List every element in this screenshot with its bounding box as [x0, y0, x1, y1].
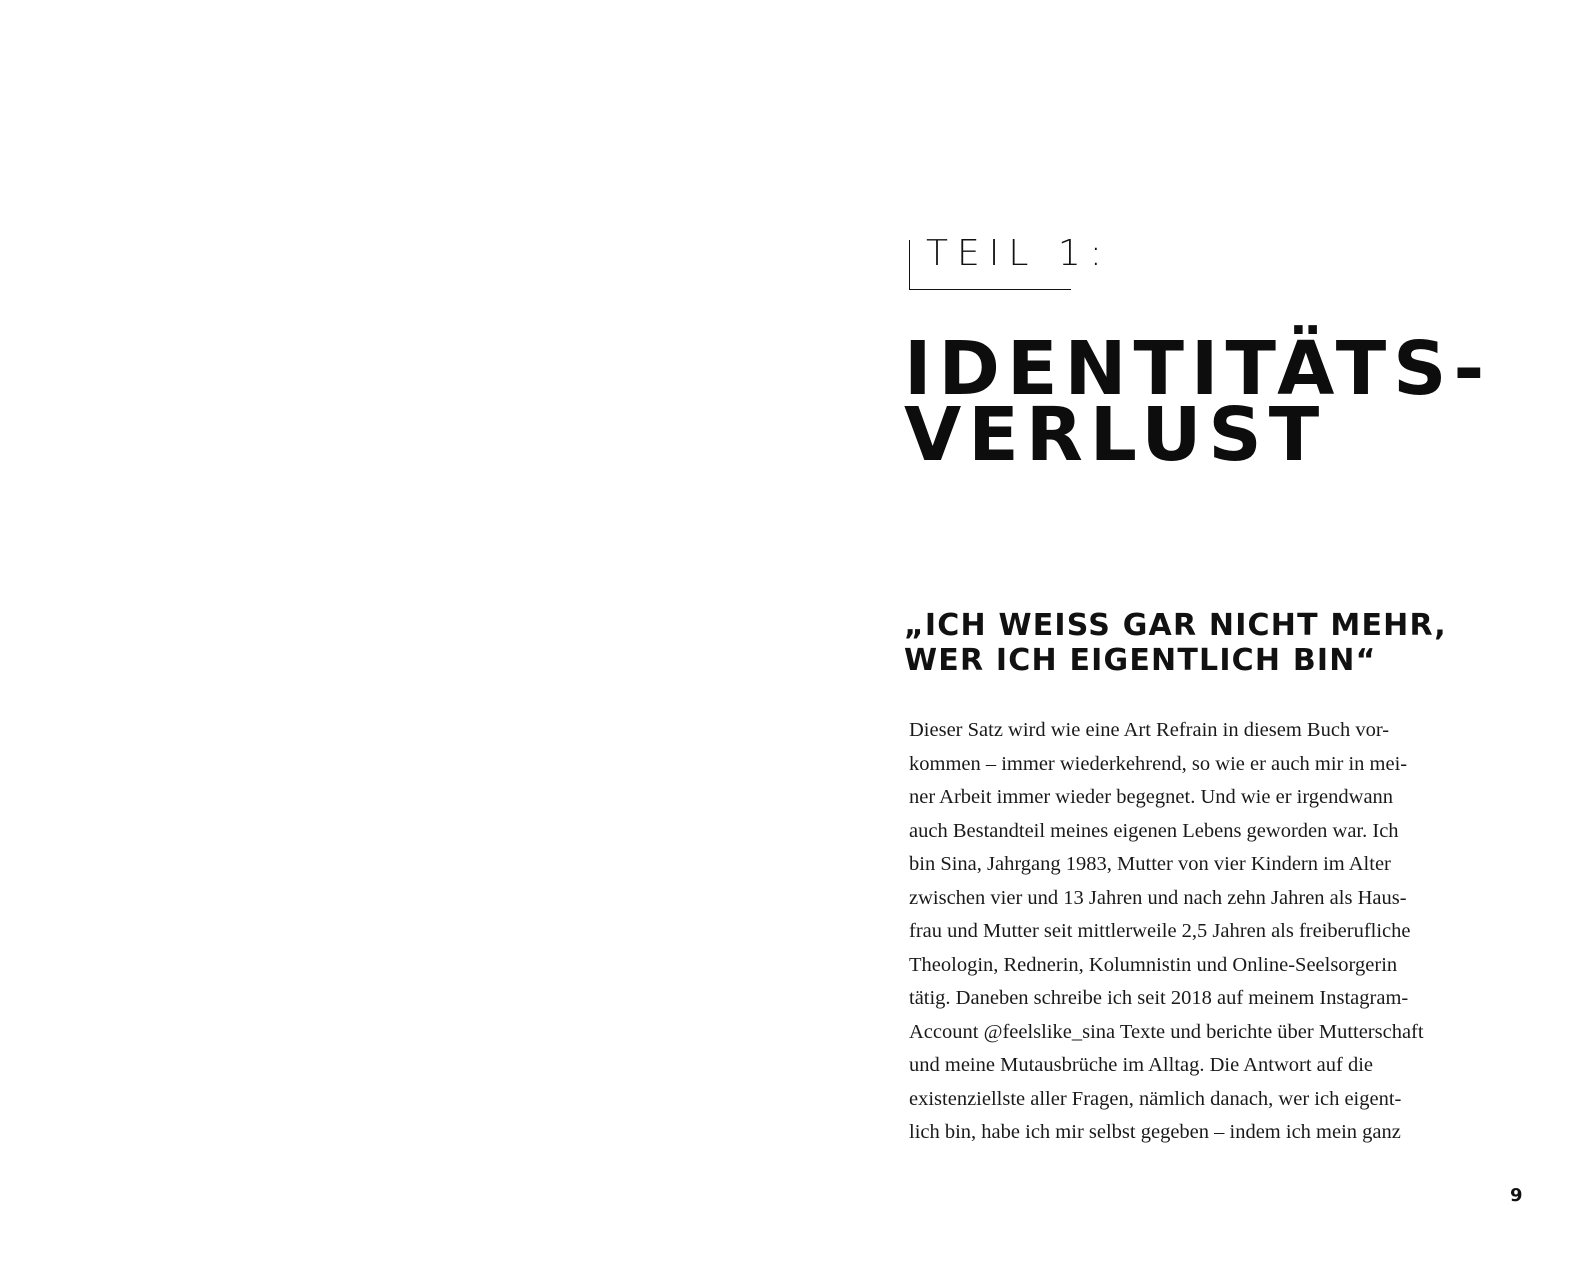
chapter-title [904, 326, 1544, 478]
body-line: existenziellste aller Fragen, nämlich danach, wer ich eigent- [909, 1087, 1402, 1110]
body-line: zwischen vier und 13 Jahren und nach zehn Jahren als Haus- [909, 886, 1407, 909]
section-heading [904, 608, 1544, 678]
body-line: Theologin, Rednerin, Kolumnistin und Online-Seelsorgerin [909, 953, 1398, 976]
body-line: frau und Mutter seit mittlerweile 2,5 Jahren als freiberufliche [909, 920, 1411, 942]
body-line: lich bin, habe ich mir selbst gegeben – indem ich mein ganz [909, 1121, 1401, 1143]
body-line: und meine Mutausbrüche im Alltag. Die Antwort auf die [909, 1054, 1374, 1076]
body-line: Dieser Satz wird wie eine Art Refrain in diesem Buch vor- [909, 719, 1390, 741]
body-line: bin Sina, Jahrgang 1983, Mutter von vier Kindern im Alter [909, 853, 1391, 875]
page-number: 9 [1510, 1185, 1523, 1206]
body-line: auch Bestandteil meines eigenen Lebens geworden war. Ich [909, 819, 1399, 842]
chapter-title-line: IDENTITÄTS- [904, 326, 1492, 412]
section-heading-line: WER ICH EIGENTLICH BIN“ [904, 643, 1377, 678]
body-paragraph [909, 714, 1489, 1150]
part-label: TEIL 1: [926, 233, 1111, 274]
body-line: tätig. Daneben schreibe ich seit 2018 auf meinem Instagram- [909, 987, 1409, 1009]
body-line: kommen – immer wiederkehrend, so wie er auch mir in mei- [909, 752, 1408, 775]
body-line: ner Arbeit immer wieder begegnet. Und wie er irgendwann [909, 786, 1394, 808]
chapter-title-line: VERLUST [904, 392, 1327, 478]
section-heading-line: „ICH WEISS GAR NICHT MEHR, [904, 608, 1447, 643]
body-line: Account @feelslike_sina Texte und berichte über Mutterschaft [909, 1020, 1424, 1043]
